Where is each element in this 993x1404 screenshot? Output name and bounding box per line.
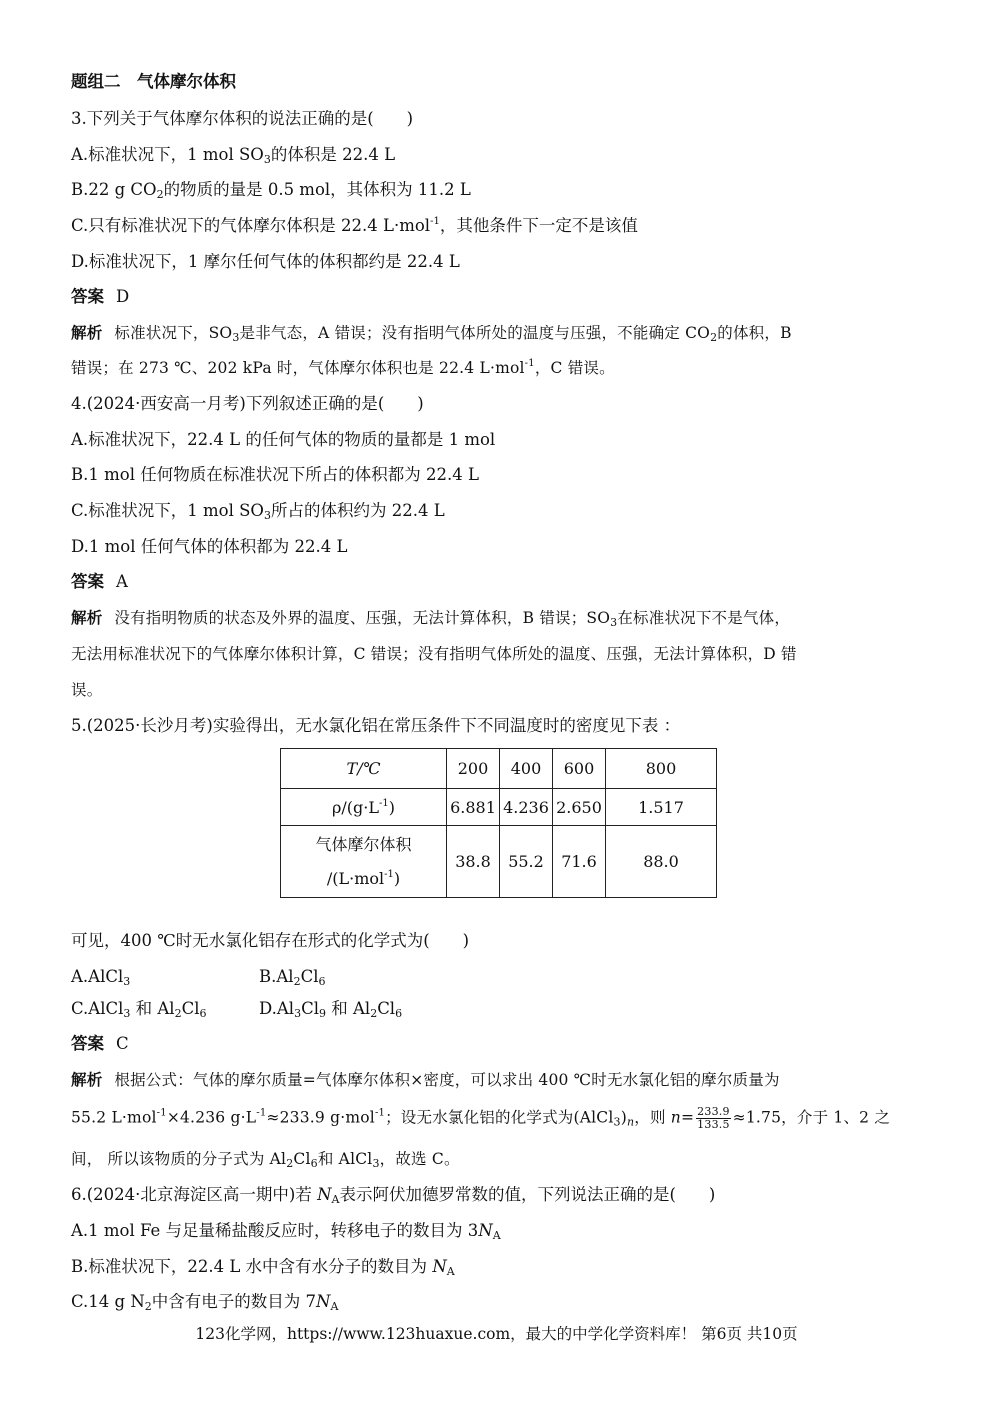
q5-explanation-line1: 解析 根据公式：气体的摩尔质量=气体摩尔体积×密度，可以求出 400 ℃时无水氯化铝的摩尔质量为: [71, 1070, 780, 1089]
density-table: [280, 748, 717, 898]
table-cell: 4.236: [500, 789, 553, 826]
q5-stem: 5.(2025·长沙月考)实验得出，无水氯化铝在常压条件下不同温度时的密度见下表 ：: [71, 716, 681, 735]
q4-stem: 4.(2024·西安高一月考)下列叙述正确的是( ): [71, 394, 424, 413]
q4-explanation-line2: 无法用标准状况下的气体摩尔体积计算，C 错误；没有指明气体所处的温度、压强，无法计算体积，D 错: [71, 645, 797, 663]
table-cell: 2.650: [553, 789, 606, 826]
fraction: $\frac{233.9}{133.5}$: [697, 1105, 730, 1131]
q3-explanation-line1: 解析 标准状况下，$SO_3$是非气态，A 错误；没有指明气体所处的温度与压强，不能确定 $CO_2$的体积，B: [71, 323, 792, 344]
q3-option-b: B.22 g $CO_2$的物质的量是 0.5 mol，其体积为 11.2 L: [71, 180, 471, 201]
table-row: [281, 749, 717, 789]
q3-answer: 答案 D: [71, 287, 130, 306]
q3-option-c: C.只有标准状况下的气体摩尔体积是 22.4 L·mol$^{-1}$，其他条件下一定不是该值: [71, 216, 638, 235]
q3-stem: 3.下列关于气体摩尔体积的说法正确的是( ): [71, 109, 414, 128]
table-cell: 6.881: [447, 789, 500, 826]
q4-option-b: B.1 mol 任何物质在标准状况下所占的体积都为 22.4 L: [71, 465, 479, 484]
section-title: 题组二 气体摩尔体积: [71, 72, 236, 91]
table-cell: 88.0: [606, 826, 717, 898]
table-cell: 1.517: [606, 789, 717, 826]
q4-answer: 答案 A: [71, 572, 128, 591]
q6-option-a: A.1 mol Fe 与足量稀盐酸反应时，转移电子的数目为 $3N_A$: [71, 1221, 501, 1242]
table-cell: 55.2: [500, 826, 553, 898]
q4-option-c: C.标准状况下，1 mol $SO_3$所占的体积约为 22.4 L: [71, 501, 445, 522]
q6-stem: 6.(2024·北京海淀区高一期中)若 $N_A$表示阿伏加德罗常数的值，下列说法正确的是( ): [71, 1185, 716, 1206]
table-cell: 400: [500, 749, 553, 789]
q5-option-a: A.AlCl$_3$: [71, 967, 131, 988]
table-cell: 200: [447, 749, 500, 789]
table-header-molar-volume: 气体摩尔体积 /(L·mol$^{-1}$): [281, 826, 447, 898]
table-cell: 38.8: [447, 826, 500, 898]
table-header-temperature: T/℃: [281, 749, 447, 789]
table-cell: 71.6: [553, 826, 606, 898]
q5-answer: 答案 C: [71, 1034, 129, 1053]
table-header-density: $\rho/(g\cdot L^{-1})$: [281, 789, 447, 826]
table-cell: 800: [606, 749, 717, 789]
q5-option-b: $B.Al_2Cl_6$: [259, 967, 326, 988]
q5-explanation-line3: 间， 所以该物质的分子式为 $Al_2Cl_6$和 AlCl$_3$，故选 C。: [71, 1150, 460, 1170]
q3-option-d: D.标准状况下，1 摩尔任何气体的体积都约是 22.4 L: [71, 252, 460, 271]
q5-option-c: C.AlCl$_3$ 和 $Al_2Cl_6$: [71, 999, 207, 1020]
q6-option-c: C.14 g $N_2$中含有电子的数目为 $7N_A$: [71, 1292, 339, 1313]
q6-option-b: B.标准状况下，22.4 L 水中含有水分子的数目为 $N_A$: [71, 1257, 455, 1278]
q3-explanation-line2: 错误；在 273 ℃、202 kPa 时，气体摩尔体积也是 22.4 L·mol$^{-1}$，C 错误。: [71, 358, 615, 377]
q5-question: 可见，400 ℃时无水氯化铝存在形式的化学式为( ): [71, 931, 470, 950]
q5-option-d: $D.Al_3Cl_9$ 和 $Al_2Cl_6$: [259, 999, 403, 1020]
page-footer: 123化学网，https://www.123huaxue.com，最大的中学化学资料库！ 第6页 共10页: [195, 1325, 798, 1343]
q5-explanation-line2: 55.2 L·mol$^{-1}$×4.236 $g\cdot L^{-1}\approx 233.9$ g·mol$^{-1}$；设无水氯化铝的化学式为$(AlCl_3)_n$，则 n= $\frac{233.9}{133.5}$ ≈1.75，介于 1、2 之: [71, 1105, 891, 1131]
table-cell: 600: [553, 749, 606, 789]
q3-option-a: A.标准状况下，1 mol $SO_3$的体积是 22.4 L: [71, 145, 396, 166]
table-row: [281, 789, 717, 826]
q4-explanation-line1: 解析 没有指明物质的状态及外界的温度、压强，无法计算体积，B 错误；$SO_3$在标准状况下不是气体，: [71, 608, 791, 629]
q4-option-d: D.1 mol 任何气体的体积都为 22.4 L: [71, 537, 348, 556]
table-row: [281, 826, 717, 898]
q4-option-a: A.标准状况下，22.4 L 的任何气体的物质的量都是 1 mol: [71, 430, 496, 449]
q4-explanation-line3: 误。: [71, 681, 103, 699]
